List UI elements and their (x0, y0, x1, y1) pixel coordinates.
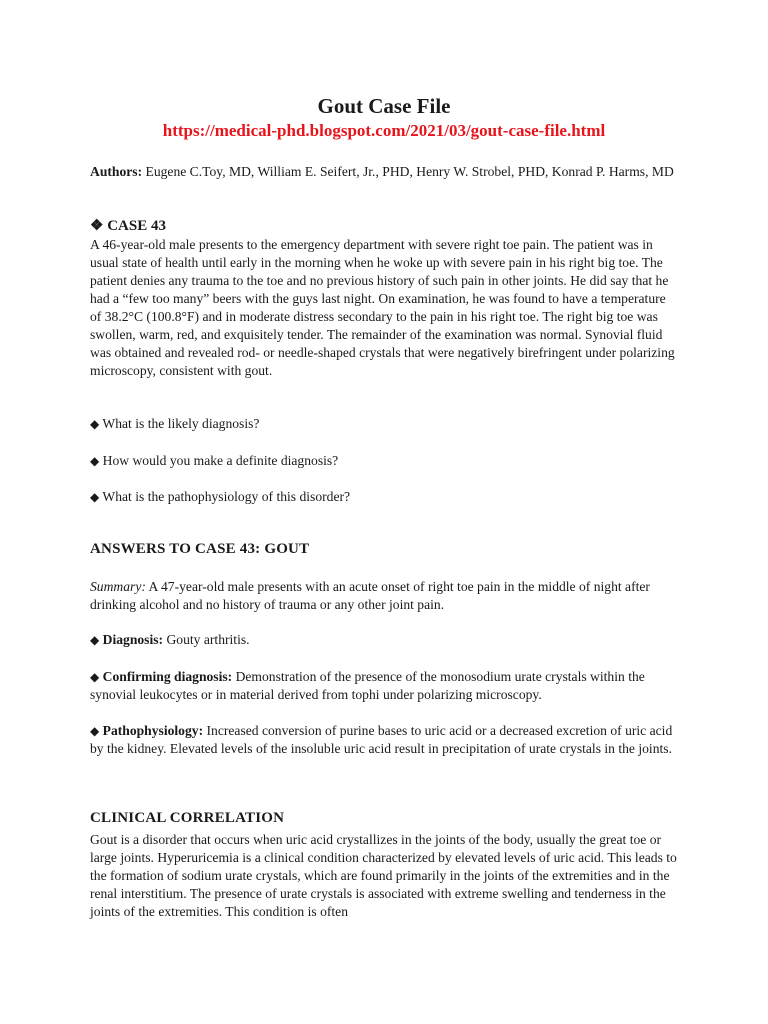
question-text: What is the pathophysiology of this disorder? (102, 489, 351, 504)
diagnosis-paragraph (90, 631, 680, 649)
summary-paragraph (90, 578, 680, 614)
diamond-bullet-icon: ◆ (90, 417, 100, 431)
case-description: A 46-year-old male presents to the emergency department with severe right toe pain. The patient was in usual state of health until early in the morning when he woke up with severe pain in his right big toe. The patient denies any trauma to the toe and no previous history of such pain in other joints. He did say that he had a “few too many” beers with the guys last night. On examination, he was found to have a temperature of 38.2°C (100.8°F) and in moderate distress secondary to the pain in his right toe. The right big toe was swollen, warm, red, and exquisitely tender. The remainder of the examination was normal. Synovial fluid was obtained and revealed rod- or needle-shaped crystals that were negatively birefringent under polarizing microscopy, consistent with gout. (90, 237, 675, 378)
confirming-diagnosis-paragraph (90, 668, 680, 704)
question-item (90, 415, 680, 433)
pathophysiology-paragraph (90, 722, 680, 758)
case-bullet-icon: ❖ (90, 218, 104, 234)
question-text: What is the likely diagnosis? (102, 416, 260, 431)
question-text: How would you make a definite diagnosis? (102, 453, 339, 468)
confirm-label: Confirming diagnosis: (102, 669, 233, 684)
diamond-bullet-icon: ◆ (90, 454, 100, 468)
authors-line (90, 163, 680, 181)
clinical-correlation-text: Gout is a disorder that occurs when uric acid crystallizes in the joints of the body, usually the great toe or large joints. Hyperuricemia is a clinical condition characterized by elevated levels of uric acid. This leads to the formation of sodium urate crystals, which are found primarily in the joints of the extremities and in the renal interstitium. The presence of urate crystals is associated with extreme swelling and tenderness in the joints of the extremities. This condition is often (90, 832, 677, 919)
source-url[interactable]: https://medical-phd.blogspot.com/2021/03/gout-case-file.html (162, 121, 606, 140)
diamond-bullet-icon: ◆ (90, 670, 100, 684)
diamond-bullet-icon: ◆ (90, 490, 100, 504)
document-title: Gout Case File (317, 94, 451, 118)
summary-text: A 47-year-old male presents with an acute onset of right toe pain in the middle of night after drinking alcohol and no history of trauma or any other joint pain. (90, 579, 650, 612)
diamond-bullet-icon: ◆ (90, 633, 100, 647)
patho-label: Pathophysiology: (102, 723, 204, 738)
diamond-bullet-icon: ◆ (90, 724, 100, 738)
authors-text: Eugene C.Toy, MD, William E. Seifert, Jr., PHD, Henry W. Strobel, PHD, Konrad P. Harms, MD (142, 164, 674, 179)
question-item (90, 452, 680, 470)
confirm-text: Demonstration of the presence of the monosodium urate crystals within the synovial leukocytes or in material derived from tophi under polarizing microscopy. (90, 669, 645, 702)
patho-text: Increased conversion of purine bases to uric acid or a decreased excretion of uric acid by the kidney. Elevated levels of the insoluble uric acid result in precipitation of urate crystals in the joints. (90, 723, 673, 756)
question-item (90, 488, 680, 506)
case-heading (90, 216, 166, 235)
case-heading-text: CASE 43 (107, 218, 166, 234)
clinical-correlation-heading: CLINICAL CORRELATION (90, 810, 285, 826)
answers-heading: ANSWERS TO CASE 43: GOUT (90, 541, 310, 557)
summary-label: Summary: (90, 579, 146, 594)
diagnosis-text: Gouty arthritis. (163, 632, 250, 647)
diagnosis-label: Diagnosis: (102, 632, 164, 647)
authors-label: Authors: (90, 164, 143, 179)
